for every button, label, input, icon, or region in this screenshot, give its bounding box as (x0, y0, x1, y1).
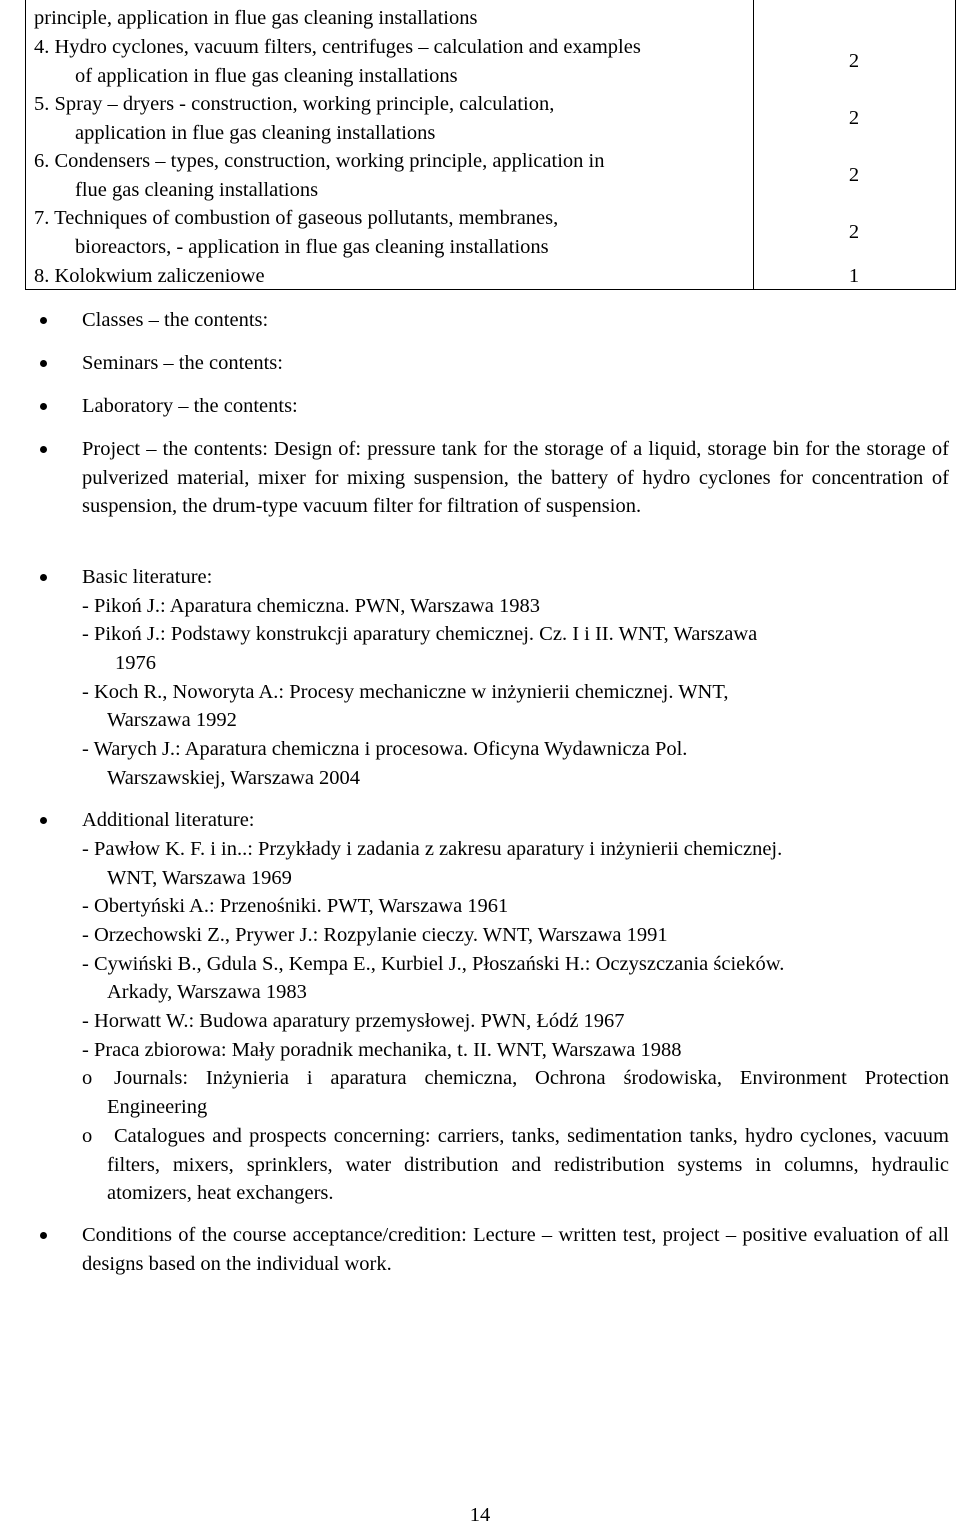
literature-item: 1976 (115, 652, 156, 674)
table-column-divider (753, 0, 754, 290)
project-paragraph: Project – the contents: Design of: pressure tank for the storage of a liquid, storage bin for the storage of pulverized material, mixer for mixing suspension, the battery of hydro cyclones for concentration of suspension, the drum-type vacuum filter for filtration of suspension. (82, 438, 949, 518)
table-row-text: application in flue gas cleaning installations (75, 122, 436, 144)
catalogues-item: Catalogues and prospects concerning: carriers, tanks, sedimentation tanks, hydro cyclones, vacuum filters, mixers, sprinklers, water distribution and redistribution systems in columns, hydraulic atomizers, heat exchangers. (107, 1125, 949, 1205)
conditions-paragraph: Conditions of the course acceptance/credition: Lecture – written test, project – positive evaluation of all designs based on the individual work. (82, 1224, 949, 1275)
literature-item: WNT, Warszawa 1969 (107, 867, 292, 889)
literature-item: - Pikoń J.: Podstawy konstrukcji aparatury chemicznej. Cz. I i II. WNT, Warszawa (82, 623, 758, 645)
table-row-text: 5. Spray – dryers - construction, working principle, calculation, (34, 93, 555, 115)
literature-item: - Obertyński A.: Przenośniki. PWT, Warszawa 1961 (82, 895, 509, 917)
table-row-hours: 2 (848, 164, 860, 186)
journals-item: Journals: Inżynieria i aparatura chemiczna, Ochrona środowiska, Environment Protection Engineering (107, 1067, 949, 1118)
literature-item: - Koch R., Noworyta A.: Procesy mechaniczne w inżynierii chemicznej. WNT, (82, 681, 729, 703)
bullet-icon (40, 446, 47, 453)
literature-item: - Praca zbiorowa: Mały poradnik mechanika, t. II. WNT, Warszawa 1988 (82, 1039, 682, 1061)
literature-item: Warszawa 1992 (107, 709, 237, 731)
table-row-text: 8. Kolokwium zaliczeniowe (34, 265, 265, 287)
table-row-text: 7. Techniques of combustion of gaseous pollutants, membranes, (34, 207, 559, 229)
literature-item: Warszawskiej, Warszawa 2004 (107, 767, 361, 789)
literature-item: - Cywiński B., Gdula S., Kempa E., Kurbiel J., Płoszański H.: Oczyszczania ścieków. (82, 953, 785, 975)
page-number: 14 (469, 1504, 491, 1526)
table-row-hours: 2 (848, 221, 860, 243)
literature-item: - Warych J.: Aparatura chemiczna i procesowa. Oficyna Wydawnicza Pol. (82, 738, 688, 760)
table-row-text: principle, application in flue gas cleaning installations (34, 7, 478, 29)
bullet-icon (40, 1232, 47, 1239)
literature-item: - Pawłow K. F. i in..: Przykłady i zadania z zakresu aparatury i inżynierii chemicznej. (82, 838, 783, 860)
sub-bullet-icon: o (82, 1125, 93, 1147)
literature-item: - Orzechowski Z., Prywer J.: Rozpylanie cieczy. WNT, Warszawa 1991 (82, 924, 668, 946)
literature-item: - Horwatt W.: Budowa aparatury przemysłowej. PWN, Łódź 1967 (82, 1010, 625, 1032)
seminars-heading: Seminars – the contents: (82, 352, 283, 374)
laboratory-heading: Laboratory – the contents: (82, 395, 298, 417)
table-row-text: 4. Hydro cyclones, vacuum filters, centrifuges – calculation and examples (34, 36, 641, 58)
bullet-icon (40, 574, 47, 581)
table-row-text: flue gas cleaning installations (75, 179, 319, 201)
bullet-icon (40, 360, 47, 367)
table-row-text: bioreactors, - application in flue gas cleaning installations (75, 236, 549, 258)
basic-literature-heading: Basic literature: (82, 566, 213, 588)
additional-literature-heading: Additional literature: (82, 809, 255, 831)
table-row-hours: 1 (848, 265, 860, 287)
table-row-hours: 2 (848, 107, 860, 129)
table-row-hours: 2 (848, 50, 860, 72)
literature-item: - Pikoń J.: Aparatura chemiczna. PWN, Warszawa 1983 (82, 595, 540, 617)
bullet-icon (40, 817, 47, 824)
table-row-text: of application in flue gas cleaning installations (75, 65, 458, 87)
bullet-icon (40, 403, 47, 410)
bullet-icon (40, 317, 47, 324)
sub-bullet-icon: o (82, 1067, 93, 1089)
classes-heading: Classes – the contents: (82, 309, 269, 331)
table-row-text: 6. Condensers – types, construction, working principle, application in (34, 150, 605, 172)
literature-item: Arkady, Warszawa 1983 (107, 981, 307, 1003)
